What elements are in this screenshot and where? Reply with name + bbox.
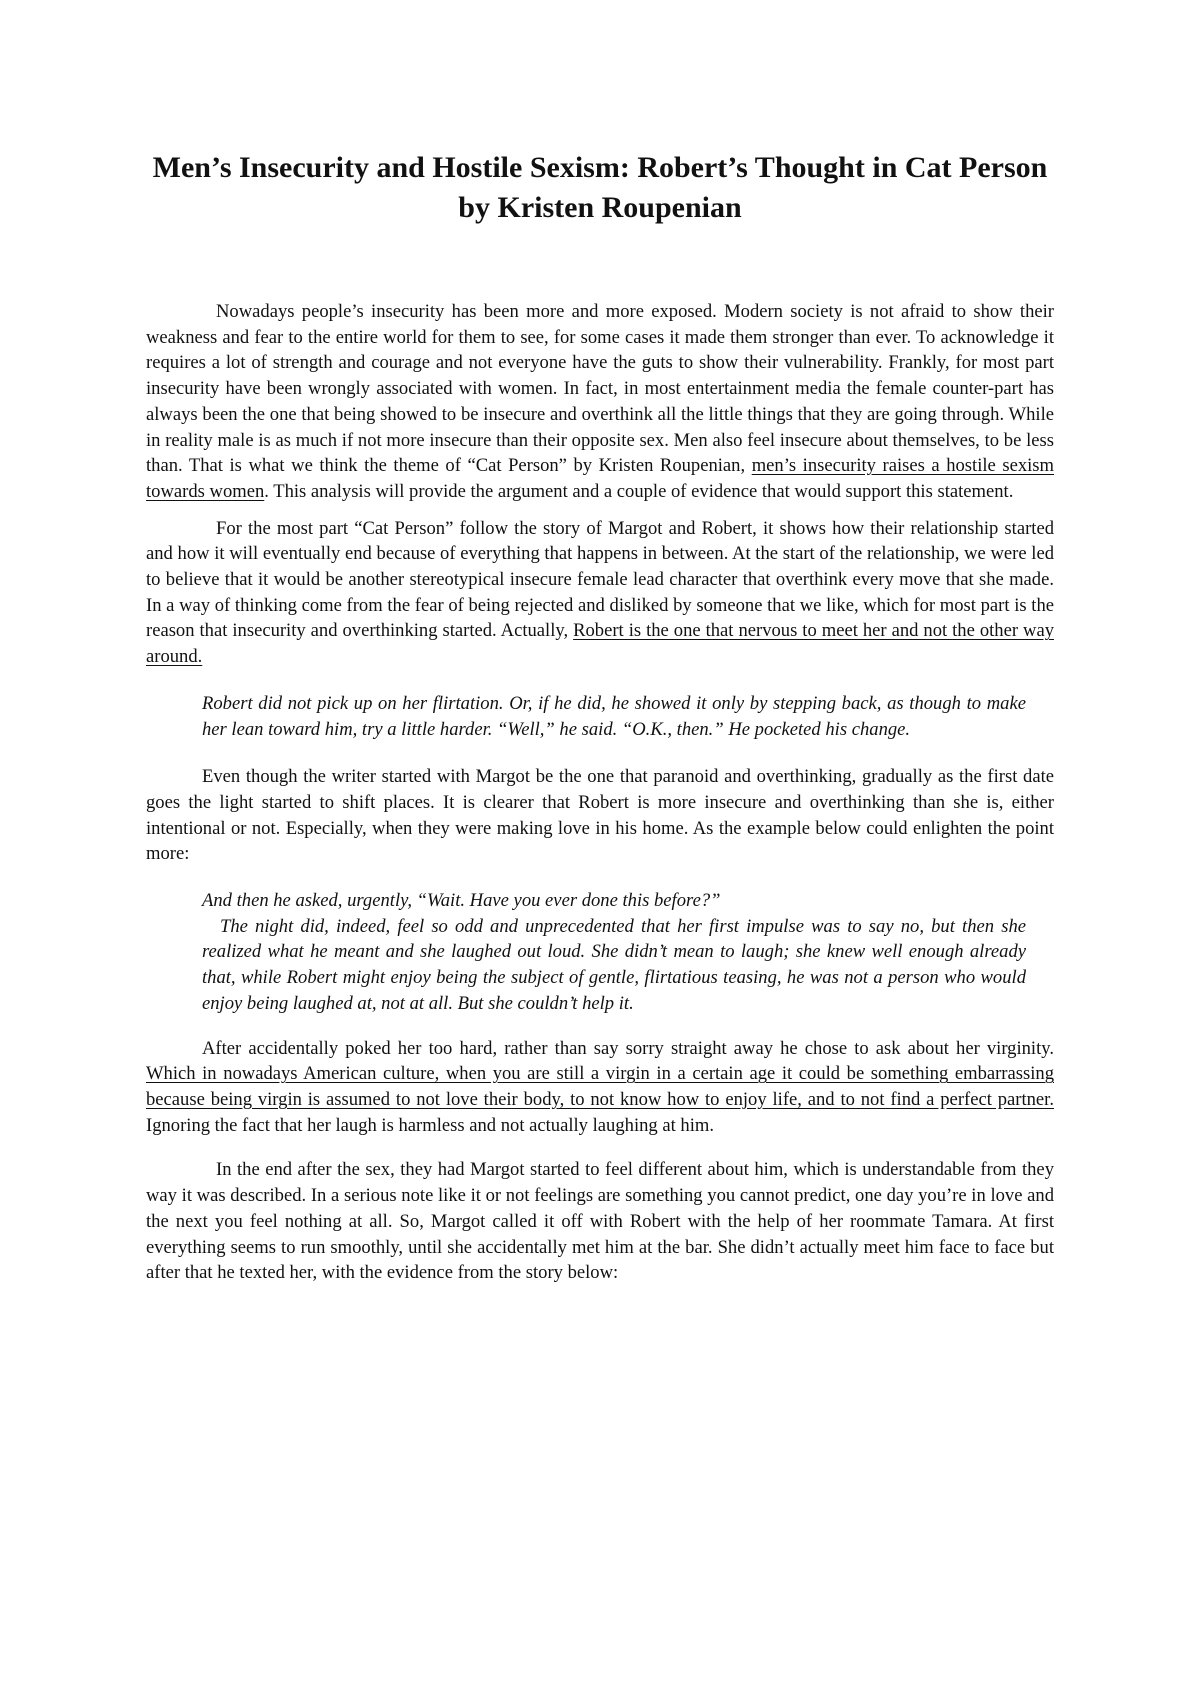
paragraph-virginity <box>146 1036 1054 1139</box>
paragraph-intro-text: Nowadays people’s insecurity has been more and more exposed. Modern society is not afraid to show their weakness and fear to the entire world for them to see, for some cases it made them stronger than ever. To acknowledge it requires a lot of strength and courage and not everyone have the guts to show their vulnerability. Frankly, for most part insecurity have been wrongly associated with women. In fact, in most entertainment media the female counter-part has always been the one that being showed to be insecure and overthink all the little things that they are going through. While in reality male is as much if not more insecure than their opposite sex. Men also feel insecure about themselves, to be less than. That is what we think the theme of “Cat Person” by Kristen Roupenian, <box>146 301 1054 477</box>
paragraph-ending: In the end after the sex, they had Margot started to feel different about him, which is understandable from they way it was described. In a serious note like it or not feelings are something you cannot predict, one day you’re in love and the next you feel nothing at all. So, Margot called it off with Robert with the help of her roommate Tamara. At first everything seems to run smoothly, until she accidentally met him at the bar. She didn’t actually meet him face to face but after that he texted her, with the evidence from the story below: <box>146 1159 1054 1284</box>
block-quote-virginity <box>202 888 1026 1017</box>
paragraph-story-underlined: Robert is the one that nervous to meet her and not the other way around. <box>146 620 1054 668</box>
quote-line-laugh: The night did, indeed, feel so odd and unprecedented that her first impulse was to say no, but then she realized what he meant and she laughed out loud. She didn’t mean to laugh; she knew well enough already that, while Robert might enjoy being the subject of gentle, flirtatious teasing, he was not a person who would enjoy being laughed at, not at all. But she couldn’t help it. <box>202 915 1026 1014</box>
document-title: Men’s Insecurity and Hostile Sexism: Robert’s Thought in Cat Person by Kristen Roupenian <box>152 151 1048 224</box>
paragraph-intro <box>146 299 1054 505</box>
paragraph-story-text: For the most part “Cat Person” follow the story of Margot and Robert, it shows how their relationship started and how it will eventually end because of everything that happens in between. At the start of the relationship, we were led to believe that it would be another stereotypical insecure female lead character that overthink every move that she made. In a way of thinking come from the fear of being rejected and disliked by someone that we like, which for most part is the reason that insecurity and overthinking started. Actually, <box>146 517 1054 642</box>
paragraph-virginity-end: Ignoring the fact that her laugh is harmless and not actually laughing at him. <box>146 1114 714 1136</box>
paragraph-virginity-text: After accidentally poked her too hard, rather than say sorry straight away he chose to ask about her virginity. <box>202 1037 1054 1059</box>
document-body <box>146 299 1054 1305</box>
block-quote-flirtation: Robert did not pick up on her flirtation. Or, if he did, he showed it only by stepping back, as though to make her lean toward him, try a little harder. “Well,” he said. “O.K., then.” He pocketed his change. <box>202 692 1026 740</box>
paragraph-virginity-underlined: Which in nowadays American culture, when you are still a virgin in a certain age it could be something embarrassing because being virgin is assumed to not love their body, to not know how to enjoy life, and to not find a perfect partner. <box>146 1063 1054 1110</box>
paragraph-story <box>146 516 1054 670</box>
paragraph-first-date: Even though the writer started with Margot be the one that paranoid and overthinking, gradually as the first date goes the light started to shift places. It is clearer that Robert is more insecure and overthinking than she is, either intentional or not. Especially, when they were making love in his home. As the example below could enlighten the point more: <box>146 766 1054 865</box>
quote-line-question: And then he asked, urgently, “Wait. Have you ever done this before?” <box>202 890 721 912</box>
paragraph-intro-end: . This analysis will provide the argument and a couple of evidence that would support this statement. <box>264 480 1014 502</box>
thesis-statement: men’s insecurity raises a hostile sexism towards women <box>146 455 1054 502</box>
